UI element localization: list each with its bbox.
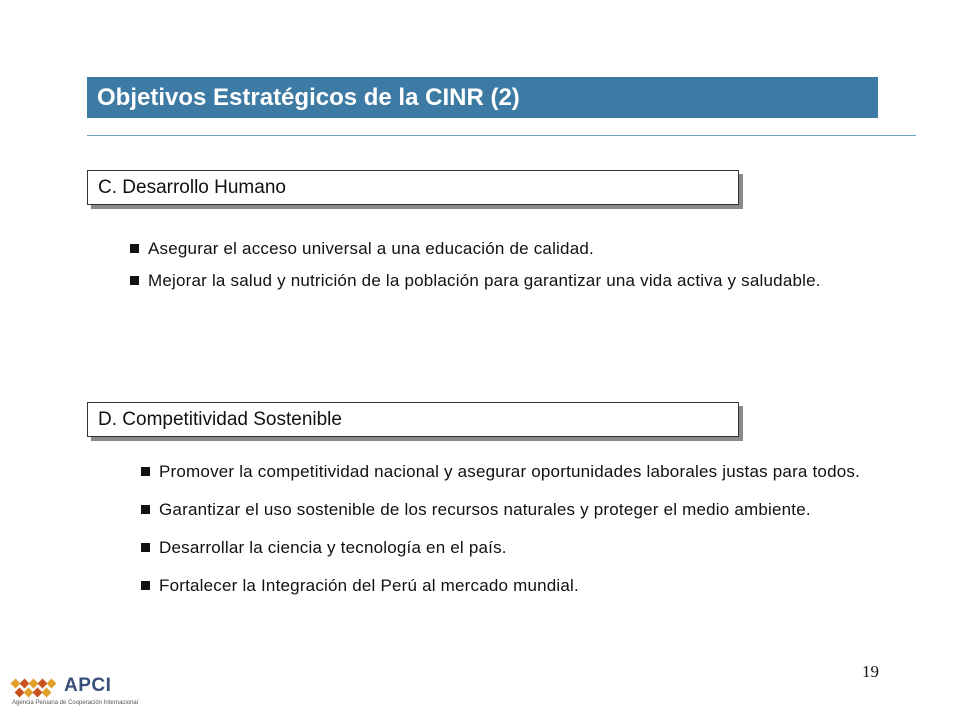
title-divider (87, 135, 916, 136)
square-bullet-icon (141, 543, 150, 552)
logo-wordmark: APCI (64, 675, 112, 696)
logo-tagline: Agencia Peruana de Cooperación Internacional (12, 700, 139, 706)
list-item (141, 533, 881, 562)
square-bullet-icon (130, 244, 139, 253)
bullet-text: Garantizar el uso sostenible de los recursos naturales y proteger el medio ambiente. (159, 500, 811, 519)
bullet-text: Promover la competitividad nacional y asegurar oportunidades laborales justas para todos. (159, 462, 861, 481)
list-item (141, 571, 881, 600)
list-item (130, 234, 900, 263)
bullet-text: Asegurar el acceso universal a una educación de calidad. (148, 239, 594, 258)
bullet-text: Fortalecer la Integración del Perú al mercado mundial. (159, 576, 579, 595)
list-item (141, 457, 881, 486)
square-bullet-icon (130, 276, 139, 285)
section-c-bullet-list (130, 234, 900, 295)
list-item (130, 266, 900, 295)
page-number: 19 (862, 662, 879, 681)
list-item (141, 495, 881, 524)
bullet-text: Desarrollar la ciencia y tecnología en el país. (159, 538, 507, 557)
section-d-bullet-list (141, 457, 881, 600)
slide-title: Objetivos Estratégicos de la CINR (2) (87, 77, 878, 118)
square-bullet-icon (141, 467, 150, 476)
section-c-heading: C. Desarrollo Humano (87, 170, 739, 205)
bullet-text: Mejorar la salud y nutrición de la población para garantizar una vida activa y saludable. (148, 271, 821, 290)
square-bullet-icon (141, 505, 150, 514)
square-bullet-icon (141, 581, 150, 590)
section-d-heading: D. Competitividad Sostenible (87, 402, 739, 437)
